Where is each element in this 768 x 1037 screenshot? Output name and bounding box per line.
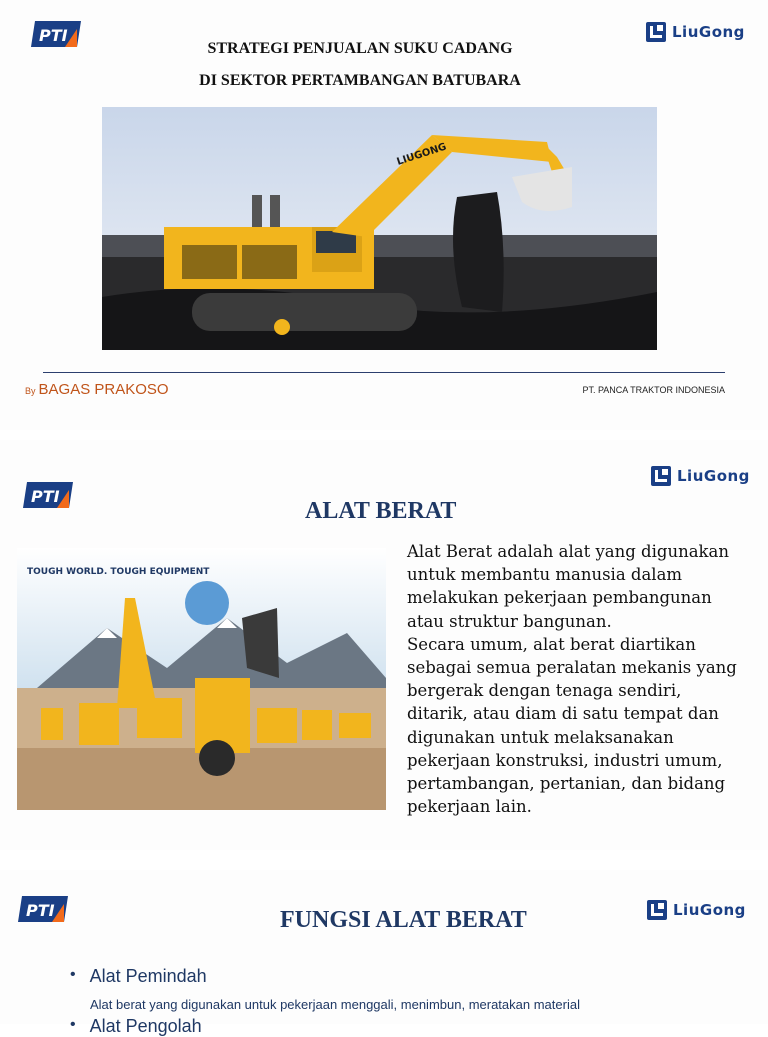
author-name: BAGAS PRAKOSO [38,381,169,398]
bullet-description: Alat berat yang digunakan untuk pekerjaan menggali, menimbun, meratakan material [90,997,580,1012]
title-line-2: DI SEKTOR PERTAMBANGAN BATUBARA [199,72,521,89]
pti-logo-icon [31,17,83,51]
slide-fungsi-alat-berat [0,870,768,1036]
excavator-brand-text: LIUGONG [395,141,448,168]
bullet-item [70,1016,202,1037]
divider-line [43,372,725,373]
pti-logo-text: PTI [39,26,68,45]
author [25,381,169,398]
bullet-icon: • [70,1016,76,1033]
equipment-lineup-photo [17,548,386,810]
author-prefix: By [25,386,36,396]
pti-logo-icon [18,892,70,926]
title-line-1: STRATEGI PENJUALAN SUKU CADANG [207,40,513,57]
slide-title [0,0,768,430]
liugong-mark-icon [647,900,667,920]
slide-title: ALAT BERAT [305,498,457,524]
pti-logo-icon [23,478,75,512]
bullet-icon: • [70,966,76,983]
description-paragraph-1: Alat Berat adalah alat yang digunakan untuk membantu manusia dalam melakukan pekerjaan pembangunan atau struktur bangunan. [407,542,729,631]
company-name: PT. PANCA TRAKTOR INDONESIA [582,385,725,395]
bullet-label: Alat Pengolah [89,1016,202,1036]
slide-alat-berat [0,440,768,850]
slide-title: FUNGSI ALAT BERAT [280,907,527,933]
bullet-item [70,966,207,987]
liugong-logo [651,466,750,486]
liugong-mark-icon [646,22,666,42]
description-text [407,540,737,818]
liugong-logo-text: LiuGong [672,23,745,41]
liugong-logo-text: LiuGong [677,467,750,485]
liugong-logo [646,22,745,42]
excavator-photo [102,107,657,350]
description-paragraph-2: Secara umum, alat berat diartikan sebagai semua peralatan mekanis yang bergerak dengan tenaga sendiri, ditarik, atau diam di satu tempat dan digunakan untuk melaksanakan pekerjaan konstruksi, industri umum, pertambangan, pertanian, dan bidang pekerjaan lain. [407,634,737,817]
bullet-label: Alat Pemindah [89,966,207,986]
image-tagline: TOUGH WORLD. TOUGH EQUIPMENT [27,567,210,577]
pti-logo-text: PTI [26,901,55,920]
liugong-mark-icon [651,466,671,486]
liugong-logo [647,900,746,920]
liugong-logo-text: LiuGong [673,901,746,919]
pti-logo-text: PTI [31,487,60,506]
